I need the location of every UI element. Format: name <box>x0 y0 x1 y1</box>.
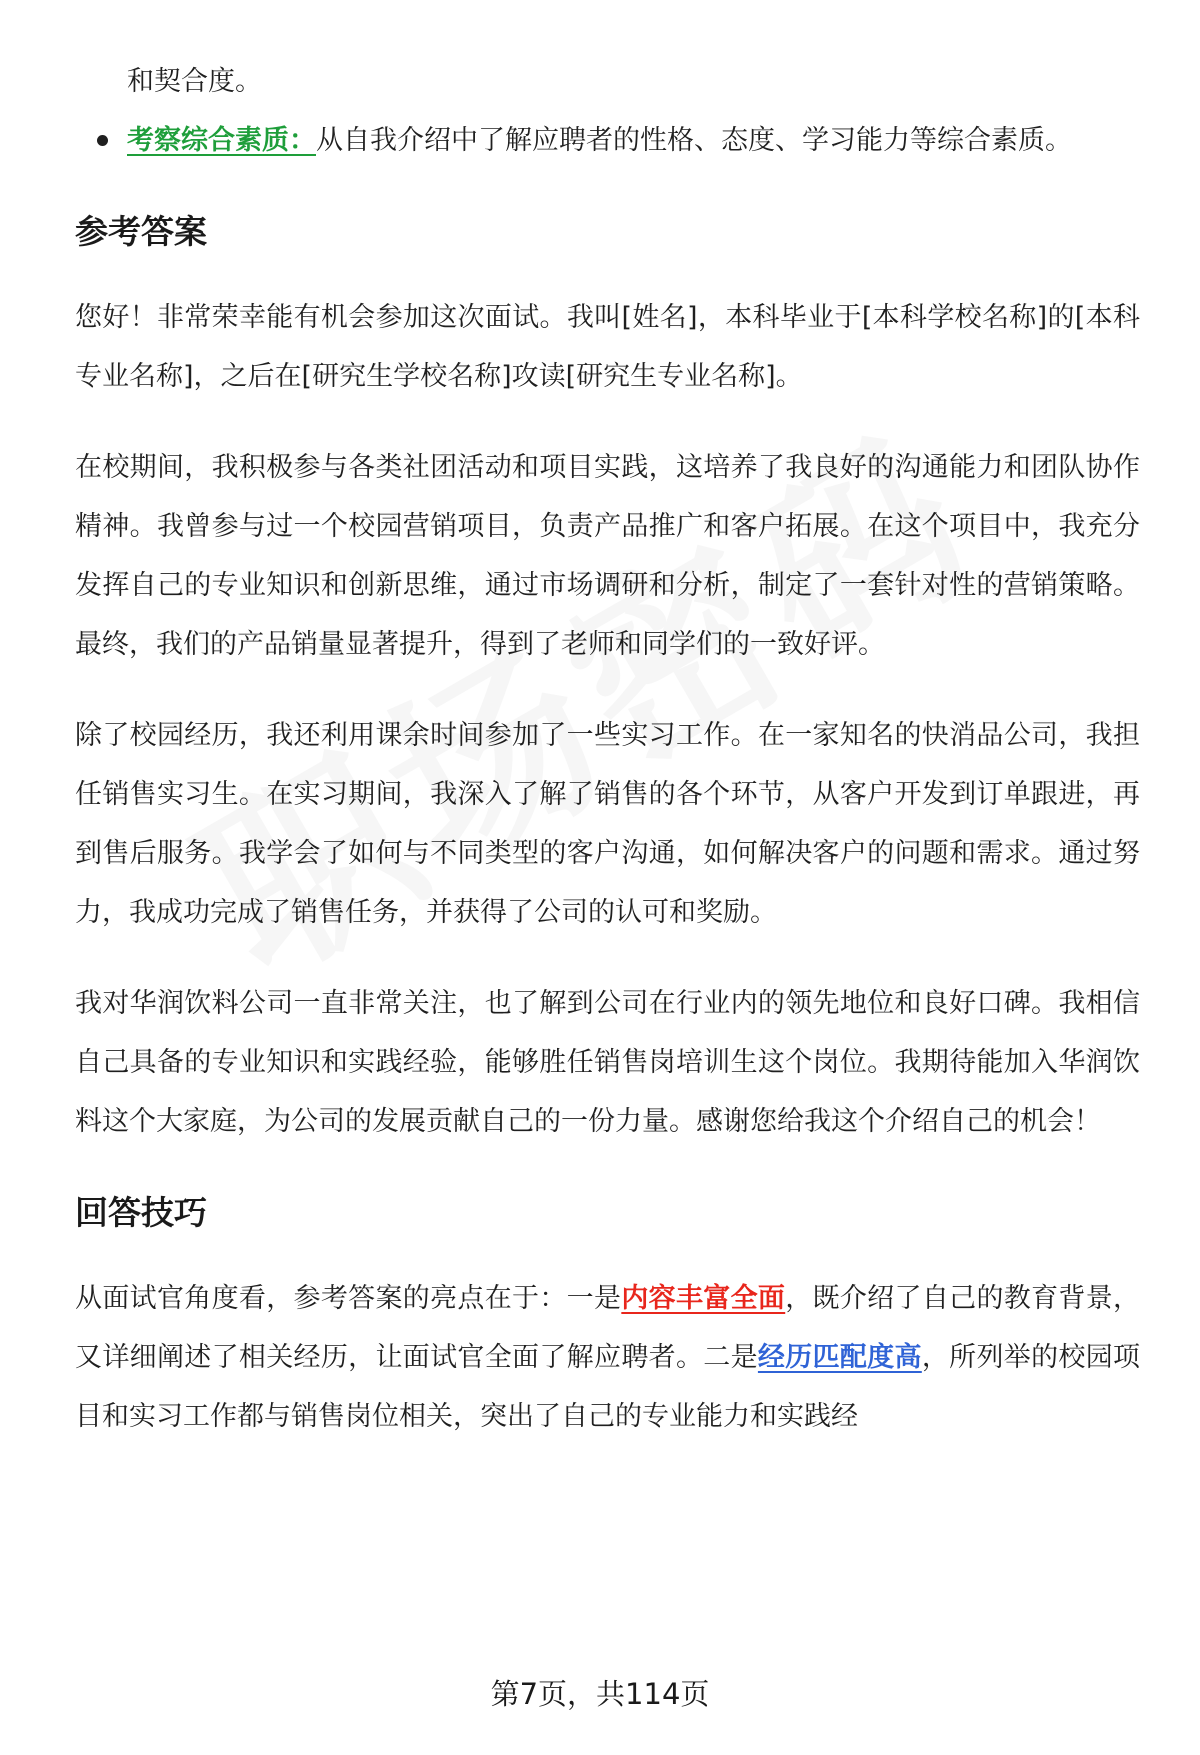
reference-paragraph-2: 在校期间，我积极参与各类社团活动和项目实践，这培养了我良好的沟通能力和团队协作精神。我曾参与过一个校园营销项目，负责产品推广和客户拓展。在这个项目中，我充分发挥自己的专业知识和创新思维，通过市场调研和分析，制定了一套针对性的营销策略。最终，我们的产品销量显著提升，得到了老师和同学们的一致好评。 <box>75 452 1140 660</box>
highlight-experience-match: 经历匹配度高 <box>757 1342 922 1373</box>
bullet-text: 从自我介绍中了解应聘者的性格、态度、学习能力等综合素质。 <box>316 125 1072 156</box>
tips-text-3: ，所列举的校园项目和实习工作都与销售岗位相关，突出了自己的专业能力和实践经 <box>75 1342 1141 1432</box>
list-item <box>75 111 1140 170</box>
tips-text-1: 从面试官角度看，参考答案的亮点在于：一是 <box>75 1283 622 1314</box>
bullet-list <box>75 111 1140 170</box>
tips-text-2: ，既介绍了自己的教育背景，又详细阐述了相关经历，让面试官全面了解应聘者。二是 <box>75 1283 1141 1373</box>
section-heading-tips: 回答技巧 <box>75 1193 207 1232</box>
continuation-text: 和契合度。 <box>127 66 262 97</box>
tips-paragraph <box>75 1269 1140 1446</box>
bullet-label: 考察综合素质： <box>127 125 316 156</box>
reference-paragraph-3: 除了校园经历，我还利用课余时间参加了一些实习工作。在一家知名的快消品公司，我担任销售实习生。在实习期间，我深入了解了销售的各个环节，从客户开发到订单跟进，再到售后服务。我学会了如何与不同类型的客户沟通，如何解决客户的问题和需求。通过努力，我成功完成了销售任务，并获得了公司的认可和奖励。 <box>75 720 1140 928</box>
section-heading-reference: 参考答案 <box>75 212 207 251</box>
bullet-dot-icon <box>97 135 108 146</box>
reference-paragraph-4: 我对华润饮料公司一直非常关注，也了解到公司在行业内的领先地位和良好口碑。我相信自己具备的专业知识和实践经验，能够胜任销售岗培训生这个岗位。我期待能加入华润饮料这个大家庭，为公司的发展贡献自己的一份力量。感谢您给我这个介绍自己的机会！ <box>75 988 1140 1137</box>
reference-paragraph-1: 您好！非常荣幸能有机会参加这次面试。我叫[姓名]，本科毕业于[本科学校名称]的[本科专业名称]，之后在[研究生学校名称]攻读[研究生专业名称]。 <box>75 302 1140 392</box>
highlight-content-rich: 内容丰富全面 <box>621 1283 786 1314</box>
page-number: 第7页，共114页 <box>490 1677 710 1711</box>
